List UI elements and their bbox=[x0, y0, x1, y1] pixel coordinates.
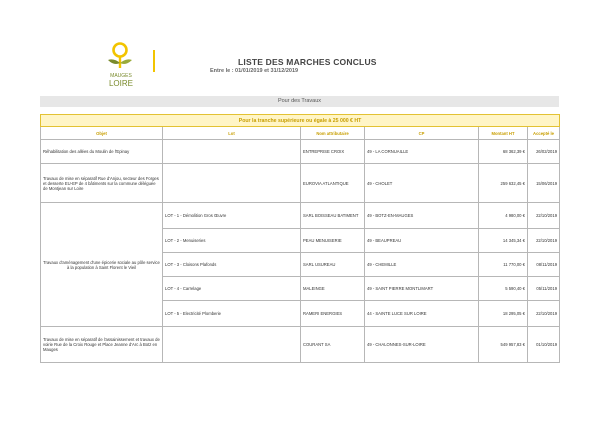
col-header-objet: Objet bbox=[41, 127, 163, 140]
cell-accepte: 22/10/2019 bbox=[528, 203, 560, 229]
contracts-table bbox=[40, 114, 560, 363]
cell-lot bbox=[163, 327, 301, 363]
table-row bbox=[41, 203, 560, 229]
col-header-accepte: Accepté le bbox=[528, 127, 560, 140]
cell-lot: LOT - 4 - Carrelage bbox=[163, 277, 301, 301]
cell-objet: Travaux d'aménagement d'une épicerie sociale au pôle service à la population à Saint Florent le Vieil bbox=[41, 203, 163, 327]
cell-montant: 18 295,05 € bbox=[479, 301, 528, 327]
cell-attributaire: EUROVIA ATLANTIQUE bbox=[301, 164, 365, 203]
cell-attributaire: COURANT SA bbox=[301, 327, 365, 363]
cell-lot: LOT - 5 - Electricité Plomberie bbox=[163, 301, 301, 327]
cell-lot bbox=[163, 140, 301, 164]
cell-lot: LOT - 1 - Démolition Gros Œuvre bbox=[163, 203, 301, 229]
table-header-row bbox=[41, 127, 560, 140]
col-header-cp: CP bbox=[365, 127, 479, 140]
cell-attributaire: RAMERI ENERGIES bbox=[301, 301, 365, 327]
cell-objet: Travaux de mise en séparatif Rue d'Anjou, secteur des Forges et desserte EU-EP de 4 bâtiments sur la commune déléguée de Montjean sur Loire bbox=[41, 164, 163, 203]
cell-attributaire: SARL USUREAU bbox=[301, 253, 365, 277]
cell-attributaire: SARL BOISSEAU BATIMENT bbox=[301, 203, 365, 229]
cell-accepte: 22/10/2019 bbox=[528, 229, 560, 253]
cell-cp: 49 - BEAUPREAU bbox=[365, 229, 479, 253]
col-header-attributaire: Nom attributaire bbox=[301, 127, 365, 140]
cell-montant: 68 362,39 € bbox=[479, 140, 528, 164]
cell-cp: 49 - CHEMILLE bbox=[365, 253, 479, 277]
cell-cp: 49 - SAINT PIERRE MONTLIMART bbox=[365, 277, 479, 301]
cell-accepte: 22/10/2019 bbox=[528, 301, 560, 327]
cell-accepte: 08/11/2019 bbox=[528, 253, 560, 277]
cell-montant: 14 345,34 € bbox=[479, 229, 528, 253]
logo-text-loire: LOIRE bbox=[108, 79, 134, 88]
logo-text-mauges: MAUGES bbox=[110, 73, 132, 79]
cell-montant: 5 590,40 € bbox=[479, 277, 528, 301]
tranche-banner: Pour la tranche supérieure ou égale à 25 000 € HT bbox=[41, 115, 560, 127]
cell-accepte: 15/06/2019 bbox=[528, 164, 560, 203]
cell-objet: Travaux de mise en séparatif de l'assainissement et travaux de voirie Rue de la Croix Rouge et Place Jeanne d'Arc à Botz en Mauges bbox=[41, 327, 163, 363]
cell-cp: 44 - SAINTE LUCE SUR LOIRE bbox=[365, 301, 479, 327]
cell-cp: 49 - BOTZ-EN-MAUGES bbox=[365, 203, 479, 229]
cell-montant: 549 957,83 € bbox=[479, 327, 528, 363]
cell-cp: 49 - LA CORNUAILLE bbox=[365, 140, 479, 164]
table-row bbox=[41, 327, 560, 363]
cell-accepte: 26/02/2019 bbox=[528, 140, 560, 164]
cell-accepte: 05/11/2019 bbox=[528, 277, 560, 301]
cell-lot: LOT - 3 - Cloisons Plafonds bbox=[163, 253, 301, 277]
logo-divider bbox=[153, 50, 155, 72]
cell-montant: 11 770,00 € bbox=[479, 253, 528, 277]
table-row bbox=[41, 164, 560, 203]
date-range: Entre le : 01/01/2019 et 31/12/2019 bbox=[210, 68, 299, 74]
section-header: Pour des Travaux bbox=[40, 96, 559, 107]
cell-attributaire: ENTREPRISE CROIX bbox=[301, 140, 365, 164]
cell-lot bbox=[163, 164, 301, 203]
mauges-sur-loire-logo bbox=[98, 38, 144, 90]
cell-objet: Réhabilitation des allées du Moulin de l'Epinay bbox=[41, 140, 163, 164]
cell-montant: 4 980,00 € bbox=[479, 203, 528, 229]
cell-attributaire: PEAU MENUISERIE bbox=[301, 229, 365, 253]
col-header-montant: Montant HT bbox=[479, 127, 528, 140]
cell-accepte: 01/10/2019 bbox=[528, 327, 560, 363]
cell-attributaire: MALEINGE bbox=[301, 277, 365, 301]
cell-lot: LOT - 2 - Menuiseries bbox=[163, 229, 301, 253]
cell-cp: 49 - CHOLET bbox=[365, 164, 479, 203]
table-row bbox=[41, 140, 560, 164]
page-title: LISTE DES MARCHES CONCLUS bbox=[238, 57, 377, 67]
col-header-lot: Lot bbox=[163, 127, 301, 140]
cell-cp: 49 - CHALONNES-SUR-LOIRE bbox=[365, 327, 479, 363]
cell-montant: 259 632,45 € bbox=[479, 164, 528, 203]
